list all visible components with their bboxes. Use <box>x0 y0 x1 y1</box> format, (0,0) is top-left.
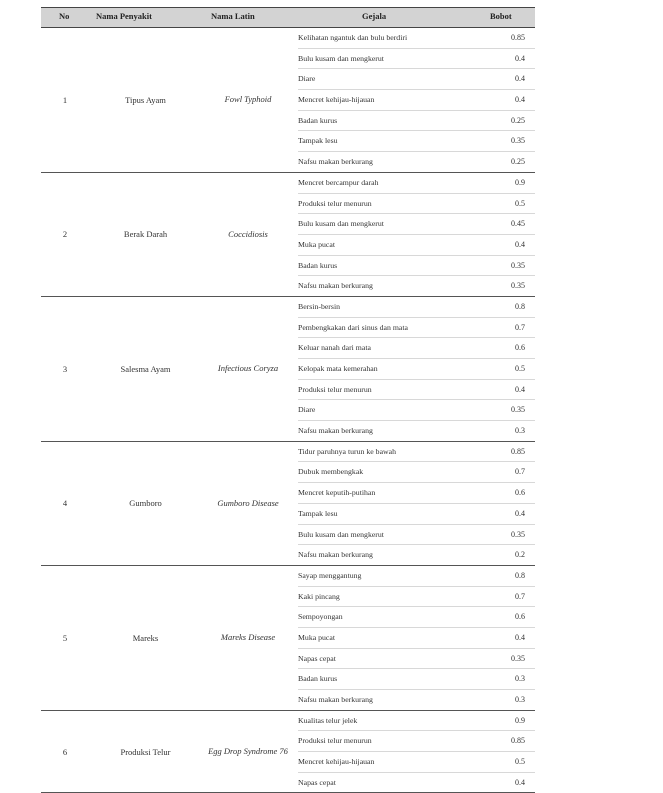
symptom-text: Produksi telur menurun <box>298 198 372 208</box>
symptom-text: Kualitas telur jelek <box>298 715 358 725</box>
symptom-row <box>298 194 535 215</box>
header-nama-latin: Nama Latin <box>211 11 255 21</box>
symptom-weight: 0.6 <box>515 488 525 498</box>
symptom-row <box>298 90 535 111</box>
symptom-row <box>298 297 535 318</box>
symptom-text: Tampak lesu <box>298 508 338 518</box>
disease-name: Salesma Ayam <box>120 363 171 374</box>
disease-latin-name: Coccidiosis <box>228 228 268 239</box>
symptom-weight: 0.85 <box>511 736 525 746</box>
header-no: No <box>59 11 70 21</box>
disease-number: 5 <box>62 632 68 643</box>
symptom-text: Muka pucat <box>298 239 336 249</box>
disease-latin-name: Gumboro Disease <box>217 497 279 508</box>
symptom-row <box>298 318 535 339</box>
symptom-row <box>298 235 535 256</box>
symptom-weight: 0.6 <box>515 343 525 353</box>
symptom-weight: 0.8 <box>515 570 525 580</box>
symptom-weight: 0.4 <box>515 632 525 642</box>
symptom-row <box>298 256 535 277</box>
symptom-weight: 0.3 <box>515 426 525 436</box>
symptom-weight: 0.4 <box>515 384 525 394</box>
symptom-weight: 0.3 <box>515 695 525 704</box>
symptom-text: Tidur paruhnya turun ke bawah <box>298 446 397 456</box>
symptom-text: Diare <box>298 74 316 84</box>
symptom-row <box>298 752 535 773</box>
symptom-weight: 0.8 <box>515 301 525 311</box>
symptom-weight: 0.3 <box>515 674 525 684</box>
disease-number: 4 <box>62 498 68 509</box>
symptom-weight: 0.4 <box>515 777 525 787</box>
symptom-table <box>41 7 535 793</box>
disease-name: Produksi Telur <box>120 746 171 757</box>
table-header <box>41 7 535 28</box>
symptom-row <box>298 111 535 132</box>
symptom-weight: 0.9 <box>515 715 525 725</box>
symptom-row <box>298 607 535 628</box>
symptom-weight: 0.4 <box>515 74 525 84</box>
symptom-row <box>298 628 535 649</box>
symptom-weight: 0.35 <box>511 405 525 415</box>
disease-name: Gumboro <box>129 498 162 509</box>
symptom-row <box>298 338 535 359</box>
symptom-text: Bulu kusam dan mengkerut <box>298 219 384 229</box>
symptom-text: Badan kurus <box>298 674 338 684</box>
disease-number: 2 <box>62 229 68 240</box>
symptom-text: Bersin-bersin <box>298 301 341 311</box>
symptom-weight: 0.5 <box>515 198 525 208</box>
disease-group <box>41 442 535 566</box>
symptom-weight: 0.25 <box>511 157 525 167</box>
symptom-text: Mencret bercampur darah <box>298 177 379 187</box>
symptom-weight: 0.2 <box>515 550 525 560</box>
disease-group <box>41 173 535 297</box>
symptom-weight: 0.7 <box>515 591 525 601</box>
symptom-weight: 0.25 <box>511 115 525 125</box>
disease-number: 6 <box>62 746 68 757</box>
symptom-weight: 0.7 <box>515 467 525 477</box>
symptom-row <box>298 711 535 732</box>
symptom-weight: 0.4 <box>515 53 525 63</box>
symptom-row <box>298 152 535 172</box>
symptom-text: Kelihatan ngantuk dan bulu berdiri <box>298 33 408 42</box>
symptom-weight: 0.4 <box>515 95 525 105</box>
symptom-text: Kaki pincang <box>298 591 340 601</box>
symptom-row <box>298 276 535 296</box>
header-gejala: Gejala <box>362 11 387 21</box>
symptom-weight: 0.85 <box>511 33 525 42</box>
symptom-weight: 0.35 <box>511 281 525 291</box>
disease-latin-name: Infectious Coryza <box>217 363 279 374</box>
symptom-text: Diare <box>298 405 316 415</box>
symptom-text: Nafsu makan berkurang <box>298 426 373 436</box>
symptom-weight: 0.6 <box>515 612 525 622</box>
symptom-row <box>298 28 535 49</box>
symptom-row <box>298 462 535 483</box>
symptom-row <box>298 566 535 587</box>
symptom-row <box>298 359 535 380</box>
symptom-row <box>298 69 535 90</box>
symptom-weight: 0.4 <box>515 508 525 518</box>
symptom-text: Napas cepat <box>298 777 336 787</box>
symptom-weight: 0.5 <box>515 757 525 767</box>
symptom-text: Mencret keputih-putihan <box>298 488 376 498</box>
symptom-row <box>298 214 535 235</box>
disease-number: 1 <box>62 94 68 105</box>
symptom-weight: 0.35 <box>511 653 525 663</box>
symptom-text: Bulu kusam dan mengkerut <box>298 53 384 63</box>
symptom-row <box>298 669 535 690</box>
symptom-row <box>298 649 535 670</box>
symptom-text: Mencret kehijau-hijauan <box>298 757 375 767</box>
disease-name: Mareks <box>132 632 159 643</box>
symptom-row <box>298 442 535 463</box>
header-bobot: Bobot <box>490 11 512 21</box>
table-body <box>41 28 535 793</box>
symptom-weight: 0.7 <box>515 322 525 332</box>
symptom-row <box>298 483 535 504</box>
symptom-text: Muka pucat <box>298 632 336 642</box>
symptom-row <box>298 731 535 752</box>
symptom-weight: 0.35 <box>511 260 525 270</box>
symptom-text: Badan kurus <box>298 115 338 125</box>
symptom-row <box>298 773 535 793</box>
symptom-weight: 0.85 <box>511 446 525 456</box>
disease-group <box>41 711 535 793</box>
symptom-row <box>298 380 535 401</box>
symptom-text: Napas cepat <box>298 653 336 663</box>
symptom-row <box>298 131 535 152</box>
symptom-text: Nafsu makan berkurang <box>298 281 373 291</box>
disease-number: 3 <box>62 363 68 374</box>
header-nama-penyakit: Nama Penyakit <box>96 11 152 21</box>
symptom-weight: 0.35 <box>511 136 525 146</box>
symptom-text: Badan kurus <box>298 260 338 270</box>
symptom-text: Pembengkakan dari sinus dan mata <box>298 322 408 332</box>
symptom-row <box>298 525 535 546</box>
symptom-text: Produksi telur menurun <box>298 736 372 746</box>
disease-name: Tipus Ayam <box>125 94 166 105</box>
disease-latin-name: Mareks Disease <box>220 632 276 643</box>
symptom-row <box>298 504 535 525</box>
symptom-text: Keluar nanah dari mata <box>298 343 371 353</box>
symptom-weight: 0.4 <box>515 239 525 249</box>
symptom-text: Tampak lesu <box>298 136 338 146</box>
symptom-row <box>298 545 535 565</box>
symptom-text: Sempoyongan <box>298 612 343 622</box>
disease-group <box>41 566 535 711</box>
disease-latin-name: Fowl Typhoid <box>224 94 272 105</box>
disease-group <box>41 28 535 173</box>
symptom-text: Produksi telur menurun <box>298 384 372 394</box>
symptom-weight: 0.45 <box>511 219 525 229</box>
symptom-row <box>298 690 535 710</box>
disease-latin-name: Egg Drop Syndrome 76 <box>208 746 288 757</box>
symptom-weight: 0.9 <box>515 177 525 187</box>
symptom-text: Mencret kehijau-hijauan <box>298 95 375 105</box>
symptom-text: Nafsu makan berkurang <box>298 157 373 167</box>
disease-name: Berak Darah <box>123 229 168 240</box>
symptom-text: Nafsu makan berkurang <box>298 695 373 704</box>
disease-group <box>41 297 535 442</box>
symptom-text: Sayap menggantung <box>298 570 362 580</box>
symptom-row <box>298 173 535 194</box>
symptom-weight: 0.5 <box>515 364 525 373</box>
symptom-row <box>298 421 535 441</box>
symptom-text: Bulu kusam dan mengkerut <box>298 529 384 539</box>
symptom-weight: 0.35 <box>511 529 525 539</box>
symptom-row <box>298 49 535 70</box>
symptom-row <box>298 587 535 608</box>
symptom-row <box>298 400 535 421</box>
symptom-text: Kelopak mata kemerahan <box>298 364 378 373</box>
symptom-text: Dubuk membengkak <box>298 467 364 477</box>
symptom-text: Nafsu makan berkurang <box>298 550 373 560</box>
